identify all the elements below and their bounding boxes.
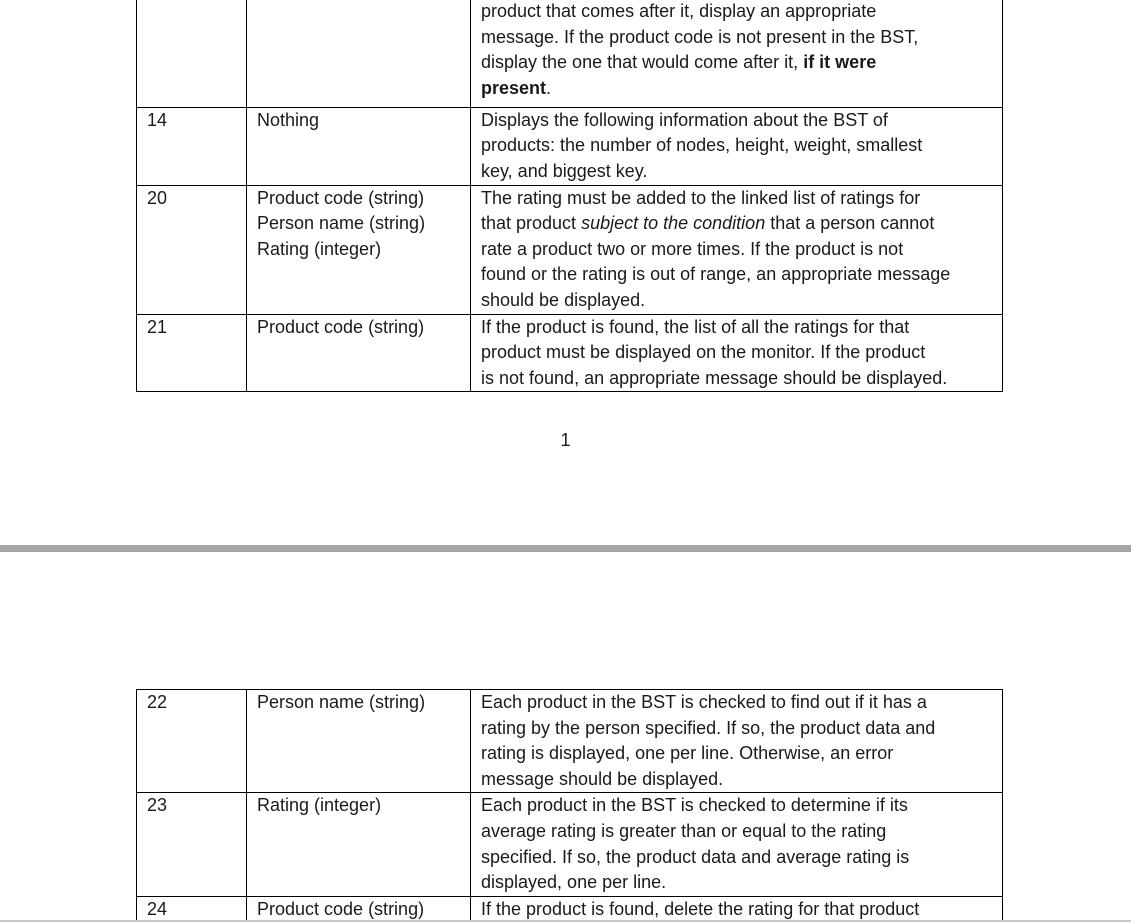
- description-line: product that comes after it, display an appropriate: [481, 1, 877, 21]
- document-page-2: [0, 552, 1131, 922]
- command-code-cell: 24: [137, 897, 247, 922]
- description-line: is not found, an appropriate message should be displayed.: [481, 367, 948, 388]
- param-line: Person name (string): [257, 213, 426, 234]
- command-params-cell: [247, 0, 471, 107]
- param-line: Rating (integer): [257, 795, 382, 816]
- command-description-cell: [471, 107, 1003, 185]
- description-line: display the one that would come after it, if it were: [481, 52, 877, 73]
- param-line: Person name (string): [257, 692, 426, 712]
- param-line: Product code (string): [257, 899, 425, 920]
- description-line: product must be displayed on the monitor. If the product: [481, 342, 926, 363]
- description-line: products: the number of nodes, height, weight, smallest: [481, 135, 923, 156]
- description-line: average rating is greater than or equal to the rating: [481, 820, 887, 841]
- table-row: [137, 314, 1003, 392]
- command-code-cell: 20: [137, 185, 247, 314]
- page-number: 1: [560, 430, 571, 450]
- description-line: message should be displayed.: [481, 768, 724, 789]
- param-line: Product code (string): [257, 316, 425, 337]
- command-table: [136, 689, 1003, 922]
- description-line: should be displayed.: [481, 289, 646, 310]
- description-line: displayed, one per line.: [481, 872, 667, 893]
- description-line: present.: [481, 77, 552, 98]
- command-params-cell: [247, 107, 471, 185]
- command-description-cell: [471, 690, 1003, 793]
- table-row: [137, 0, 1003, 107]
- table-row: [137, 185, 1003, 314]
- param-line: Product code (string): [257, 187, 425, 208]
- command-params-cell: [247, 793, 471, 897]
- description-line: rating by the person specified. If so, the product data and: [481, 717, 936, 738]
- param-line: Nothing: [257, 109, 320, 130]
- description-line: Each product in the BST is checked to determine if its: [481, 795, 908, 816]
- command-description-cell: [471, 0, 1003, 107]
- description-line: If the product is found, the list of all the ratings for that: [481, 316, 910, 337]
- description-line: found or the rating is out of range, an appropriate message: [481, 264, 951, 285]
- command-code-cell: [137, 0, 247, 107]
- command-code-cell: 14: [137, 107, 247, 185]
- description-line: rating is displayed, one per line. Otherwise, an error: [481, 743, 894, 764]
- page-separator: [0, 545, 1131, 552]
- command-code-cell: 22: [137, 690, 247, 793]
- command-code-cell: 23: [137, 793, 247, 897]
- param-line: Rating (integer): [257, 238, 382, 259]
- command-table: [136, 0, 1003, 392]
- bold-text: if it were: [803, 52, 877, 73]
- command-description-cell: [471, 897, 1003, 922]
- command-params-cell: [247, 690, 471, 793]
- command-code-cell: 21: [137, 314, 247, 392]
- table-row: [137, 793, 1003, 897]
- command-description-cell: [471, 185, 1003, 314]
- command-params-cell: [247, 314, 471, 392]
- table-row: [137, 107, 1003, 185]
- description-line: message. If the product code is not present in the BST,: [481, 26, 919, 47]
- description-line: rate a product two or more times. If the product is not: [481, 238, 904, 259]
- bold-text: present: [481, 77, 547, 98]
- description-line: Each product in the BST is checked to find out if it has a: [481, 692, 927, 712]
- italic-text: subject to the condition: [581, 213, 766, 234]
- description-line: If the product is found, delete the rating for that product: [481, 899, 920, 920]
- description-line: Displays the following information about the BST of: [481, 109, 888, 130]
- description-line: that product subject to the condition that a person cannot: [481, 213, 935, 234]
- description-line: key, and biggest key.: [481, 160, 648, 181]
- table-row: [137, 690, 1003, 793]
- command-params-cell: [247, 185, 471, 314]
- command-description-cell: [471, 793, 1003, 897]
- description-line: specified. If so, the product data and average rating is: [481, 846, 910, 867]
- command-params-cell: [247, 897, 471, 922]
- table-row: [137, 897, 1003, 922]
- command-description-cell: [471, 314, 1003, 392]
- description-line: The rating must be added to the linked list of ratings for: [481, 187, 921, 208]
